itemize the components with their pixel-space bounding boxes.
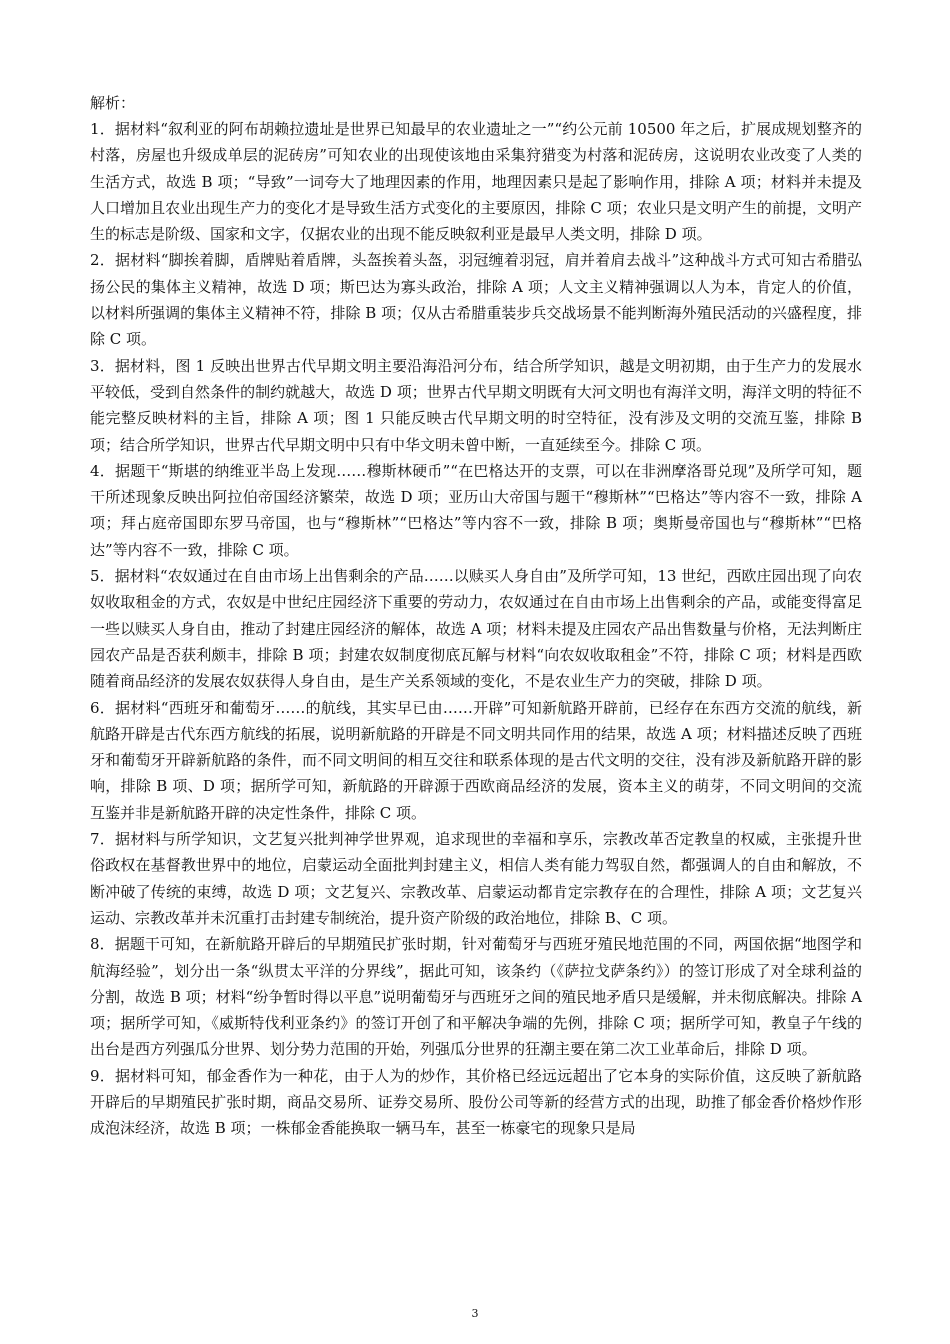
answer-paragraph-9: 9．据材料可知，郁金香作为一种花，由于人为的炒作，其价格已经远远超出了它本身的实际价值，这反映了新航路开辟后的早期殖民扩张时期，商品交易所、证券交易所、股份公司等新的经营方式的出现，助推了郁金香价格炒作形成泡沫经济，故选 B 项；一株郁金香能换取一辆马车，甚至一栋豪宅的现象只是局 [90, 1066, 862, 1138]
answer-paragraph-1: 1．据材料“叙利亚的阿布胡赖拉遗址是世界已知最早的农业遗址之一”“约公元前 10500 年之后，扩展成规划整齐的村落，房屋也升级成单层的泥砖房”可知农业的出现使该地由采集狩猎变为村落和泥砖房，这说明农业改变了人类的生活方式，故选 B 项；“导致”一词夸大了地理因素的作用，地理因素只是起了影响作用，排除 A 项；材料并未提及人口增加且农业出现生产力的变化才是导致生活方式变化的主要原因，排除 C 项；农业只是文明产生的前提，文明产生的标志是阶级、国家和文字，仅据农业的出现不能反映叙利亚是最早人类文明，排除 D 项。 [90, 120, 862, 244]
answer-paragraph-6: 6．据材料“西班牙和葡萄牙……的航线，其实早已由……开辟”可知新航路开辟前，已经存在东西方交流的航线，新航路开辟是古代东西方航线的拓展，说明新航路的开辟是不同文明共同作用的结果，故选 A 项；材料描述反映了西班牙和葡萄牙开辟新航路的条件，而不同文明间的相互交往和联系体现的是古代文明的交往，没有涉及新航路开辟的影响，排除 B 项、D 项；据所学可知，新航路的开辟源于西欧商品经济的发展，资本主义的萌芽，不同文明间的交流互鉴并非是新航路开辟的决定性条件，排除 C 项。 [90, 698, 862, 822]
document-page [90, 90, 862, 1142]
answer-paragraph-4: 4．据题干“斯堪的纳维亚半岛上发现……穆斯林硬币”“在巴格达开的支票，可以在非洲摩洛哥兑现”及所学可知，题干所述现象反映出阿拉伯帝国经济繁荣，故选 D 项；亚历山大帝国与题干“穆斯林”“巴格达”等内容不一致，排除 A 项；拜占庭帝国即东罗马帝国，也与“穆斯林”“巴格达”等内容不一致，排除 B 项；奥斯曼帝国也与“穆斯林”“巴格达”等内容不一致，排除 C 项。 [90, 461, 862, 559]
answer-paragraph-8: 8．据题干可知，在新航路开辟后的早期殖民扩张时期，针对葡萄牙与西班牙殖民地范围的不同，两国依据“地图学和航海经验”，划分出一条“纵贯太平洋的分界线”，据此可知，该条约（《萨拉戈萨条约》）的签订形成了对全球利益的分割，故选 B 项；材料“纷争暂时得以平息”说明葡萄牙与西班牙之间的殖民地矛盾只是缓解，并未彻底解决。排除 A 项；据所学可知，《威斯特伐利亚条约》的签订开创了和平解决争端的先例，排除 C 项；据所学可知，教皇子午线的出台是西方列强瓜分世界、划分势力范围的开始，列强瓜分世界的狂潮主要在第二次工业革命后，排除 D 项。 [90, 935, 862, 1059]
answer-paragraph-7: 7．据材料与所学知识，文艺复兴批判神学世界观，追求现世的幸福和享乐，宗教改革否定教皇的权威，主张提升世俗政权在基督教世界中的地位，启蒙运动全面批判封建主义，相信人类有能力驾驭自然，都强调人的自由和解放，不断冲破了传统的束缚，故选 D 项；文艺复兴、宗教改革、启蒙运动都肯定宗教存在的合理性，排除 A 项；文艺复兴运动、宗教改革并未沉重打击封建专制统治，提升资产阶级的政治地位，排除 B、C 项。 [90, 830, 862, 927]
analysis-heading: 解析： [90, 94, 136, 112]
answer-paragraph-2: 2．据材料“脚挨着脚，盾牌贴着盾牌，头盔挨着头盔，羽冠缠着羽冠，肩并着肩去战斗”这种战斗方式可知古希腊弘扬公民的集体主义精神，故选 D 项；斯巴达为寡头政治，排除 A 项；人文主义精神强调以人为本，肯定人的价值，以材料所强调的集体主义精神不符，排除 B 项；仅从古希腊重装步兵交战场景不能判断海外殖民活动的兴盛程度，排除 C 项。 [90, 251, 862, 349]
page-number: 3 [471, 1307, 479, 1320]
answer-paragraph-5: 5．据材料“农奴通过在自由市场上出售剩余的产品……以赎买人身自由”及所学可知，13 世纪，西欧庄园出现了向农奴收取租金的方式，农奴是中世纪庄园经济下重要的劳动力，农奴通过在自由市场上出售剩余的产品，或能变得富足一些以赎买人身自由，推动了封建庄园经济的解体，故选 A 项；材料未提及庄园农产品出售数量与价格，无法判断庄园农产品是否获利颇丰，排除 B 项；封建农奴制度彻底瓦解与材料“向农奴收取租金”不符，排除 C 项；材料是西欧随着商品经济的发展农奴获得人身自由，是生产关系领域的变化，不是农业生产力的突破，排除 D 项。 [90, 567, 862, 691]
answer-paragraph-3: 3．据材料，图 1 反映出世界古代早期文明主要沿海沿河分布，结合所学知识，越是文明初期，由于生产力的发展水平较低，受到自然条件的制约就越大，故选 D 项；世界古代早期文明既有大河文明也有海洋文明，海洋文明的特征不能完整反映材料的主旨，排除 A 项；图 1 只能反映古代早期文明的时空特征，没有涉及文明的交流互鉴，排除 B 项；结合所学知识，世界古代早期文明中只有中华文明未曾中断，一直延续至今。排除 C 项。 [90, 356, 862, 454]
